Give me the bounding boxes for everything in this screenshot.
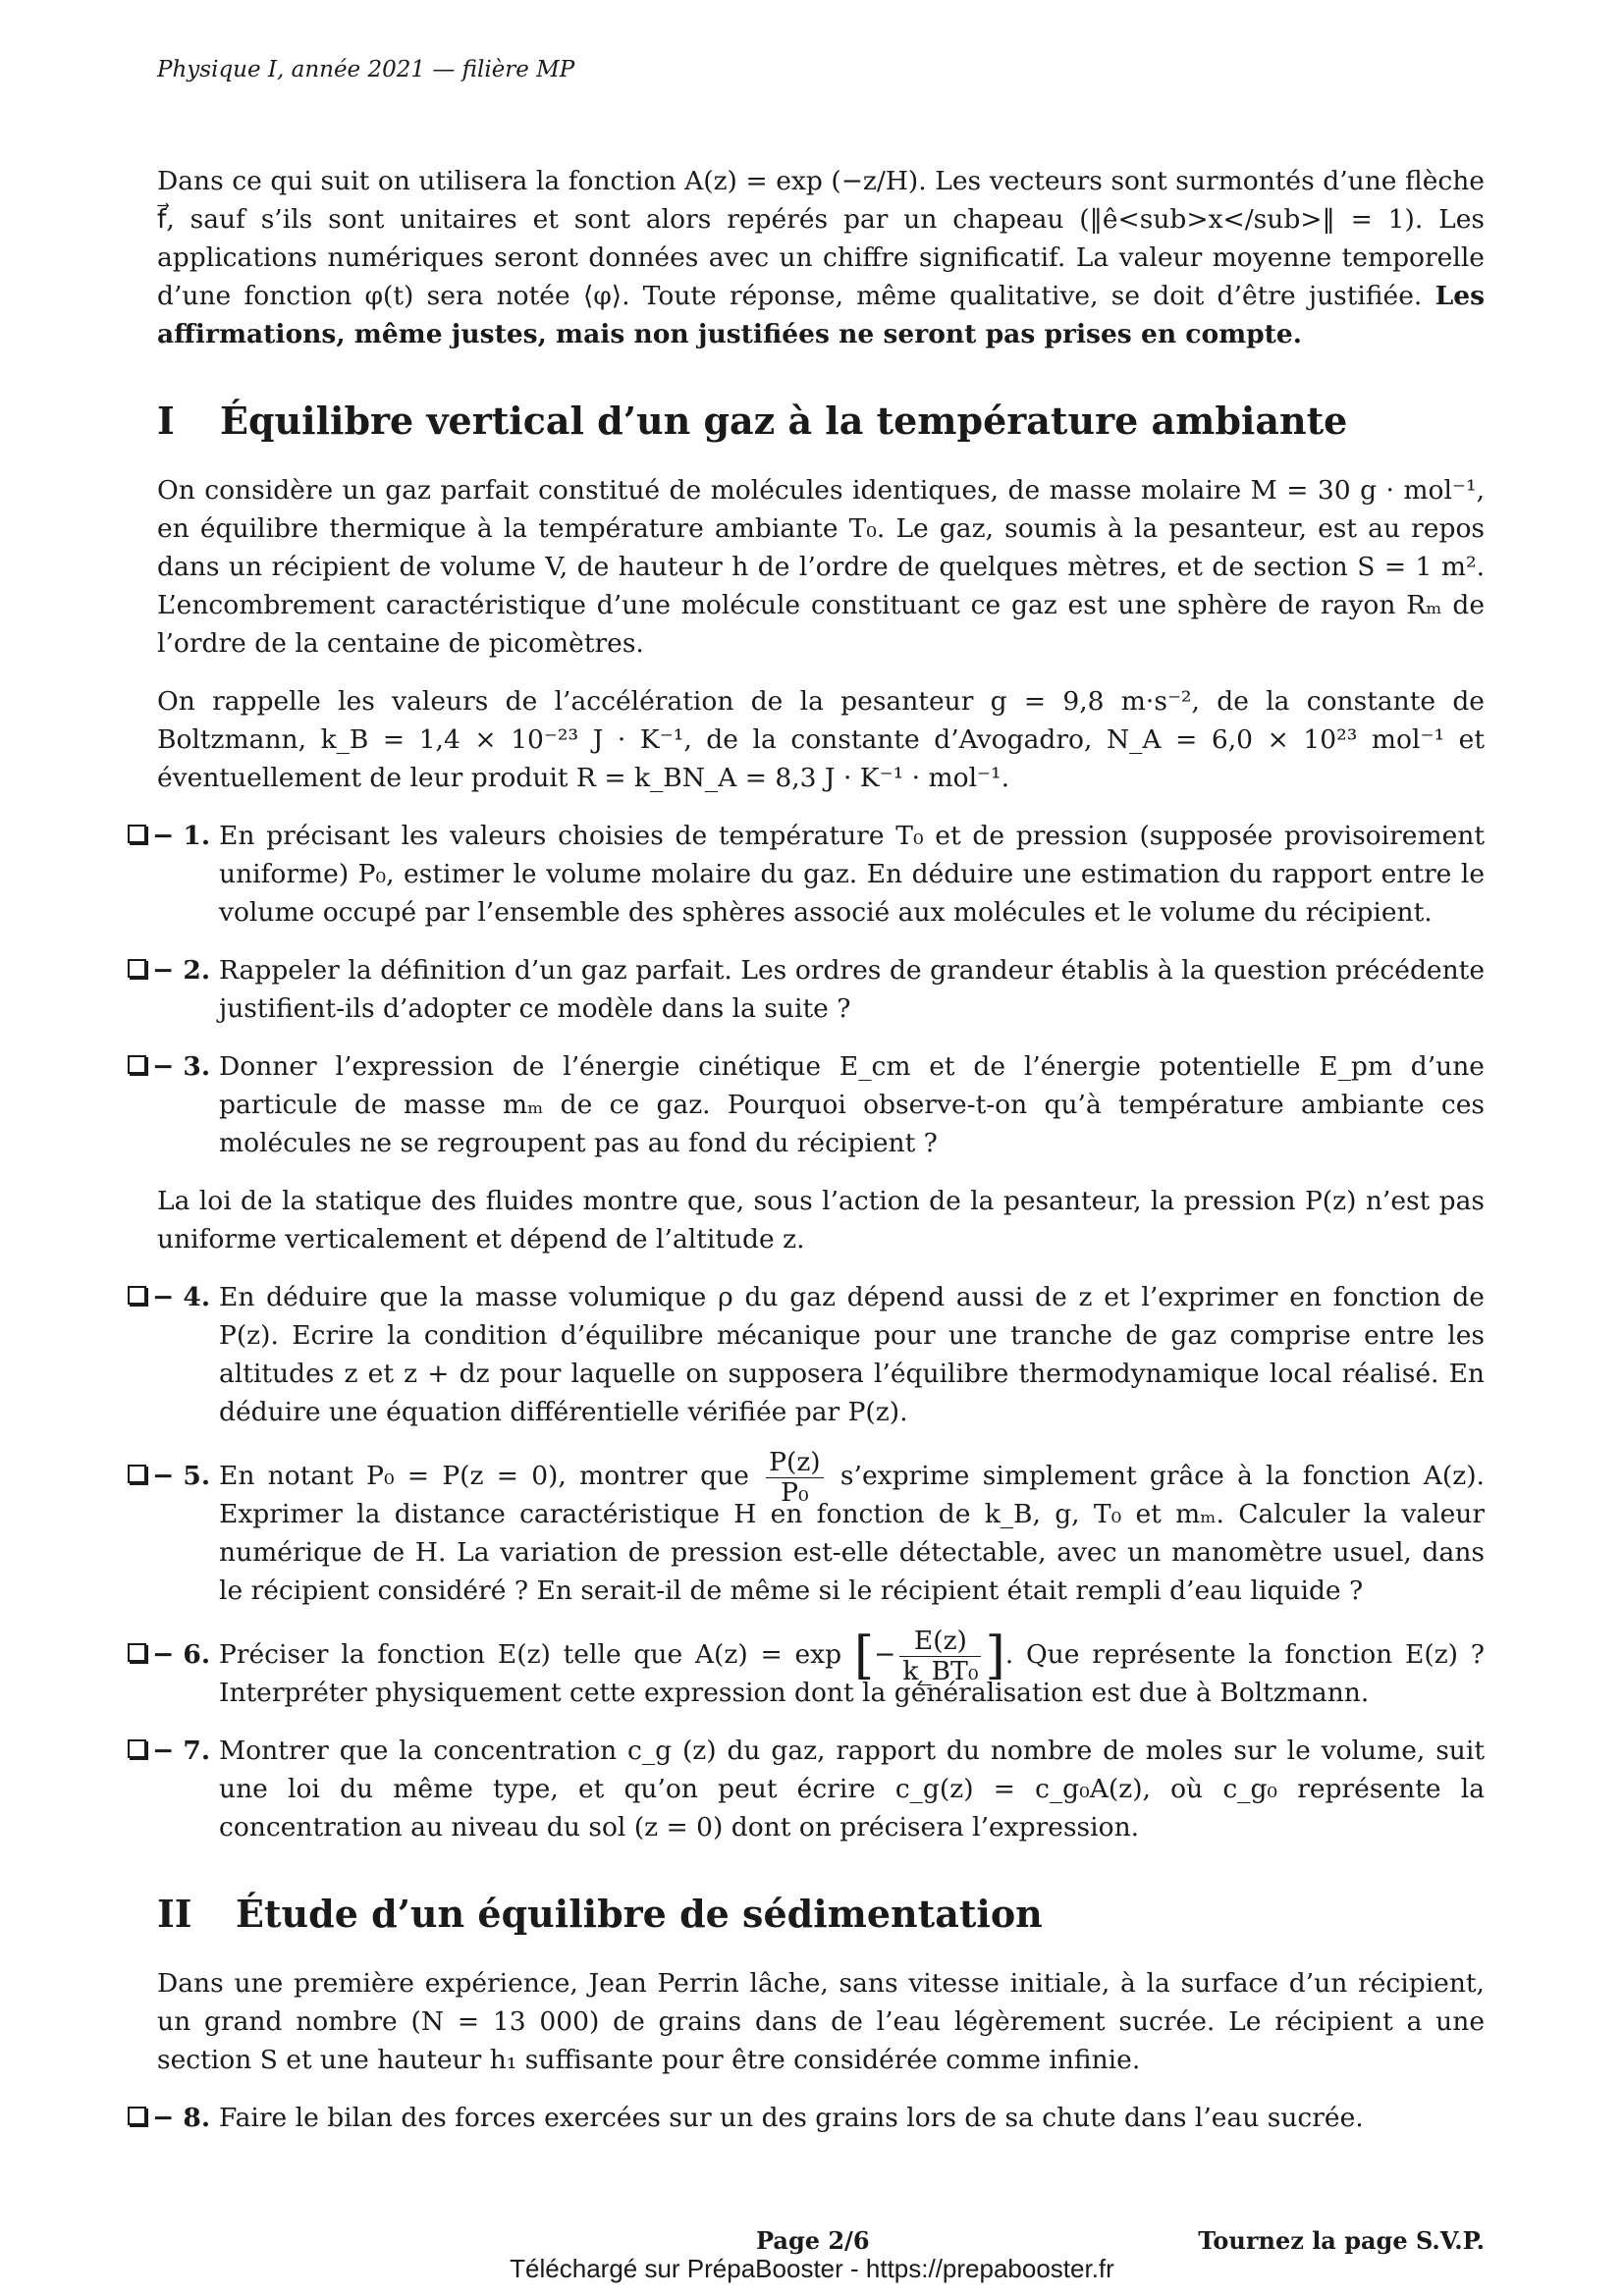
page-number: Page 2/6 <box>756 2226 870 2255</box>
question-4 <box>128 1278 1485 1431</box>
checkbox-icon <box>128 1643 146 1662</box>
question-text: s’exprime simplement grâce à la fonction A(z). Exprimer la distance caractéristique H en fonction de k_B, g, T₀ et mₘ. Calculer la valeur numérique de H. La variation de pression est-elle détectable, avec un manomètre usuel, dans le récipient considéré ? En serait-il de même si le récipient était rempli d’eau liquide ? <box>219 1461 1485 1606</box>
fraction: $\frac{E(z)}{\text{k\_BT₀}}$ <box>899 1627 981 1686</box>
checkbox-icon <box>128 1739 146 1758</box>
question-label: − 2. <box>128 951 210 989</box>
intro-warning: Les affirmations, même justes, mais non justifiées ne seront pas prises en compte. <box>157 281 1485 349</box>
section-title: Étude d’un équilibre de sédimentation <box>236 1892 1043 1936</box>
question-5 <box>128 1446 1485 1610</box>
checkbox-icon <box>128 825 146 843</box>
question-label: − 3. <box>128 1047 210 1086</box>
checkbox-icon <box>128 1465 146 1483</box>
question-label: − 5. <box>128 1457 210 1495</box>
question-label: − 7. <box>128 1732 210 1770</box>
paragraph: On considère un gaz parfait constitué de molécules identiques, de masse molaire M = 30 g · mol⁻¹, en équilibre thermique à la température ambiante T₀. Le gaz, soumis à la pesanteur, est au repos dans un récipient de volume V, de hauteur h de l’ordre de quelques mètres, et de section S = 1 m². L’encombrement caractéristique d’une molécule constituant ce gaz est une sphère de rayon Rₘ de l’ordre de la centaine de picomètres. <box>157 475 1485 659</box>
section-number: II <box>157 1892 192 1936</box>
page-body <box>152 162 1485 2157</box>
section-title: Équilibre vertical d’un gaz à la température ambiante <box>220 399 1348 443</box>
section-number: I <box>157 399 175 443</box>
paragraph: Dans une première expérience, Jean Perrin lâche, sans vitesse initiale, à la surface d’un récipient, un grand nombre (N = 13 000) de grains dans de l’eau légèrement sucrée. Le récipient a une section S et une hauteur h₁ suffisante pour être considérée comme infinie. <box>157 1968 1485 2075</box>
running-header: Physique I, année 2021 — filière MP <box>157 57 575 82</box>
bracket-open: [ <box>853 1627 875 1685</box>
download-banner: Téléchargé sur PrépaBooster - https://prepabooster.fr <box>510 2254 1114 2283</box>
checkbox-icon <box>128 2107 146 2125</box>
paragraph: La loi de la statique des fluides montre que, sous l’action de la pesanteur, la pression P(z) n’est pas uniforme verticalement et dépend de l’altitude z. <box>157 1186 1485 1255</box>
question-text: Faire le bilan des forces exercées sur un des grains lors de sa chute dans l’eau sucrée. <box>219 2103 1364 2133</box>
checkbox-icon <box>128 1055 146 1074</box>
question-text: Montrer que la concentration c_g (z) du gaz, rapport du nombre de moles sur le volume, suit une loi du même type, et qu’on peut écrire c_g(z) = c_g₀A(z), où c_g₀ représente la concentration au niveau du sol (z = 0) dont on précisera l’expression. <box>219 1735 1485 1842</box>
question-label: − 4. <box>128 1278 210 1316</box>
question-text: Rappeler la définition d’un gaz parfait. Les ordres de grandeur établis à la question précédente justifient-ils d’adopter ce modèle dans la suite ? <box>219 955 1485 1024</box>
section-heading-2 <box>157 1892 1485 1937</box>
checkbox-icon <box>128 959 146 978</box>
question-7 <box>128 1732 1485 1846</box>
question-2 <box>128 951 1485 1028</box>
question-1 <box>128 817 1485 932</box>
intro-paragraph <box>157 162 1485 353</box>
question-text: En notant P₀ = P(z = 0), montrer que <box>219 1461 749 1491</box>
question-text: Donner l’expression de l’énergie cinétique E_cm et de l’énergie potentielle E_pm d’une particule de masse mₘ de ce gaz. Pourquoi observe-t-on qu’à température ambiante ces molécules ne se regroupent pas au fond du récipient ? <box>219 1051 1485 1158</box>
fraction: $\frac{P(z)}{\text{P₀}}$ <box>766 1448 823 1508</box>
question-text: En déduire que la masse volumique ρ du gaz dépend aussi de z et l’exprimer en fonction de P(z). Ecrire la condition d’équilibre mécanique pour une tranche de gaz comprise entre les altitudes z et z + dz pour laquelle on supposera l’équilibre thermodynamique local réalisé. En déduire une équation différentielle vérifiée par P(z). <box>219 1282 1485 1427</box>
question-label: − 6. <box>128 1635 210 1674</box>
intro-text: Dans ce qui suit on utilisera la fonction A(z) = exp (−z/H). Les vecteurs sont surmontés d’une flèche f⃗, sauf s’ils sont unitaires et sont alors repérés par un chapeau (‖ê<sub>x</sub>‖ = 1). Les applications numériques seront données avec un chiffre significatif. La valeur moyenne temporelle d’une fonction φ(t) sera notée ⟨φ⟩. Toute réponse, même qualitative, se doit d’être justifiée. <box>157 166 1485 311</box>
question-label: − 1. <box>128 817 210 855</box>
question-label: − 8. <box>128 2099 210 2137</box>
question-3 <box>128 1047 1485 1162</box>
question-text: En précisant les valeurs choisies de température T₀ et de pression (supposée provisoirement uniforme) P₀, estimer le volume molaire du gaz. En déduire une estimation du rapport entre le volume occupé par l’ensemble des sphères associé aux molécules et le volume du récipient. <box>219 821 1485 928</box>
section-heading-1 <box>157 399 1485 444</box>
checkbox-icon <box>128 1286 146 1305</box>
question-text: . Que représente la fonction E(z) ? Interpréter physiquement cette expression dont la généralisation est due à Boltzmann. <box>219 1639 1485 1708</box>
paragraph: On rappelle les valeurs de l’accélération de la pesanteur g = 9,8 m·s⁻², de la constante de Boltzmann, k_B = 1,4 × 10⁻²³ J · K⁻¹, de la constante d’Avogadro, N_A = 6,0 × 10²³ mol⁻¹ et éventuellement de leur produit R = k_BN_A = 8,3 J · K⁻¹ · mol⁻¹. <box>157 686 1485 793</box>
question-6: − 6. Préciser la fonction E(z) telle que A(z) = exp [− $\frac{E(z)}{\text{k\_BT₀}}$ ]. Que représente la fonction E(z) ? Interpréter physiquement cette expression dont la généralisation est due à Boltzmann. <box>128 1635 1485 1712</box>
bracket-close: ] <box>985 1627 1005 1685</box>
turn-page-note: Tournez la page S.V.P. <box>1198 2226 1485 2255</box>
question-8 <box>128 2099 1485 2137</box>
question-text: Préciser la fonction E(z) telle que A(z) = exp <box>219 1639 842 1670</box>
